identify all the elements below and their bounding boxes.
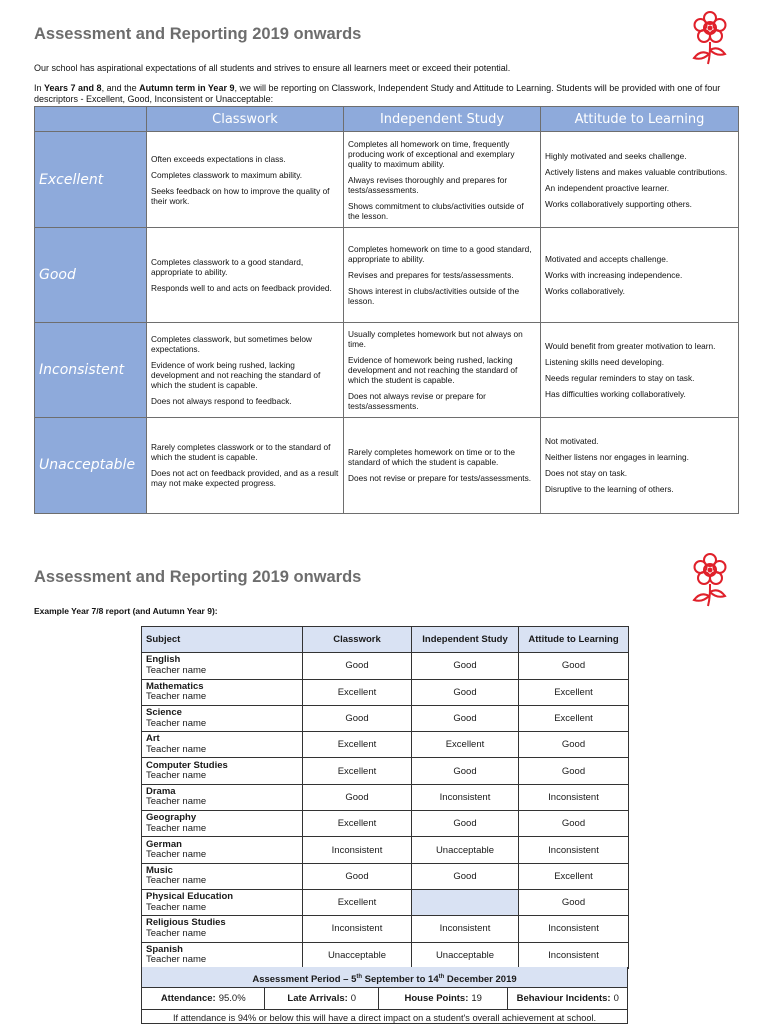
table-row	[142, 679, 629, 705]
descriptor-text: Works collaboratively.	[545, 285, 625, 296]
grade-cell-classwork: Unacceptable	[303, 942, 412, 968]
descriptor-text: Works collaboratively supporting others.	[545, 198, 692, 209]
descriptor-text: Shows interest in clubs/activities outside of the lesson.	[348, 285, 520, 306]
stat-late-arrivals: Late Arrivals: 0	[265, 988, 379, 1009]
header-attitude: Attitude to Learning	[519, 627, 629, 653]
inconsistent-classwork-cell	[147, 322, 344, 417]
table-row	[142, 732, 629, 758]
tudor-rose-logo	[690, 10, 730, 70]
row-label-unacceptable: Unacceptable	[35, 417, 147, 513]
descriptor-text: Often exceeds expectations in class.	[151, 153, 286, 164]
descriptor-text: Works with increasing independence.	[545, 269, 683, 280]
subject-name: Mathematics	[146, 680, 204, 692]
teacher-name: Teacher name	[146, 954, 207, 966]
column-header-classwork: Classwork	[147, 107, 344, 132]
subject-cell	[142, 732, 303, 758]
descriptor-text: Seeks feedback on how to improve the quality of their work.	[151, 185, 330, 206]
teacher-name: Teacher name	[146, 743, 207, 755]
grade-cell-independent: Good	[412, 811, 519, 837]
grade-cell-classwork: Excellent	[303, 758, 412, 784]
subject-name: Drama	[146, 785, 176, 797]
intro-paragraph: Our school has aspirational expectations of all students and strives to ensure all learners meet or exceed their potential.	[34, 63, 511, 73]
page-title-2: Assessment and Reporting 2019 onwards	[34, 568, 362, 586]
grade-cell-independent: Good	[412, 758, 519, 784]
subject-name: Art	[146, 733, 160, 745]
grade-cell-classwork: Good	[303, 863, 412, 889]
subject-cell	[142, 837, 303, 863]
descriptor-text: Rarely completes homework on time or to the standard of which the student is capable.	[348, 447, 515, 468]
good-independent-cell	[344, 228, 541, 322]
grade-cell-attitude: Good	[519, 811, 629, 837]
descriptor-row-excellent	[35, 132, 739, 228]
teacher-name: Teacher name	[146, 691, 207, 703]
report-subtitle: Example Year 7/8 report (and Autumn Year 9):	[34, 606, 218, 616]
descriptor-text: Completes all homework on time, frequently producing work of exceptional and exemplary quality to maximum ability.	[348, 138, 515, 169]
grade-cell-independent: Good	[412, 705, 519, 731]
teacher-name: Teacher name	[146, 770, 207, 782]
descriptor-row-unacceptable	[35, 417, 739, 513]
table-row	[142, 863, 629, 889]
teacher-name: Teacher name	[146, 927, 207, 939]
descriptor-text: Needs regular reminders to stay on task.	[545, 372, 695, 383]
stats-row	[141, 988, 628, 1010]
descriptor-text: Evidence of homework being rushed, lacking development and not reaching the standard of which the student is capable.	[348, 354, 518, 385]
descriptor-text: Does not act on feedback provided, and as a result may not make expected progress.	[151, 468, 339, 489]
grade-cell-independent: Unacceptable	[412, 837, 519, 863]
teacher-name: Teacher name	[146, 875, 207, 887]
subject-cell	[142, 653, 303, 679]
descriptor-text: Completes classwork to maximum ability.	[151, 169, 303, 180]
subject-name: English	[146, 654, 181, 666]
subject-name: Spanish	[146, 943, 183, 955]
report-body	[142, 653, 629, 969]
descriptor-text: An independent proactive learner.	[545, 182, 670, 193]
grade-cell-classwork: Excellent	[303, 811, 412, 837]
descriptor-text: Has difficulties working collaboratively.	[545, 388, 686, 399]
descriptor-text: Usually completes homework but not always on time.	[348, 328, 523, 349]
descriptor-text: Completes classwork to a good standard, appropriate to ability.	[151, 256, 304, 277]
table-row	[142, 837, 629, 863]
excellent-independent-cell	[344, 132, 541, 228]
tudor-rose-logo	[690, 552, 730, 612]
descriptor-text: Neither listens nor engages in learning.	[545, 452, 689, 463]
teacher-name: Teacher name	[146, 901, 207, 913]
descriptor-text: Would benefit from greater motivation to learn.	[545, 340, 716, 351]
table-row	[142, 916, 629, 942]
descriptor-text: Evidence of work being rushed, lacking development and not reaching the standard of which the student is capable.	[151, 359, 321, 390]
descriptor-text: Listening skills need developing.	[545, 356, 665, 367]
table-row	[142, 811, 629, 837]
descriptor-text: Responds well to and acts on feedback provided.	[151, 282, 332, 293]
subject-name: Music	[146, 864, 173, 876]
descriptor-text: Motivated and accepts challenge.	[545, 253, 669, 264]
grade-cell-classwork: Inconsistent	[303, 916, 412, 942]
descriptor-text: Does not always respond to feedback.	[151, 395, 292, 406]
grade-cell-attitude: Inconsistent	[519, 784, 629, 810]
row-label-inconsistent: Inconsistent	[35, 322, 147, 417]
subject-name: German	[146, 838, 182, 850]
subject-cell	[142, 679, 303, 705]
subject-cell	[142, 811, 303, 837]
grade-cell-attitude: Inconsistent	[519, 942, 629, 968]
teacher-name: Teacher name	[146, 796, 207, 808]
descriptor-text: Highly motivated and seeks challenge.	[545, 150, 687, 161]
subject-cell	[142, 758, 303, 784]
grade-cell-classwork: Good	[303, 653, 412, 679]
column-header-independent-study: Independent Study	[344, 107, 541, 132]
table-row	[142, 758, 629, 784]
subject-name: Religious Studies	[146, 917, 226, 929]
descriptor-text: Revises and prepares for tests/assessments.	[348, 269, 514, 280]
grade-cell-attitude: Good	[519, 653, 629, 679]
subject-cell	[142, 863, 303, 889]
unacceptable-independent-cell	[344, 417, 541, 513]
grade-cell-attitude: Inconsistent	[519, 837, 629, 863]
table-row	[142, 705, 629, 731]
header-corner	[35, 107, 147, 132]
descriptor-text: Actively listens and makes valuable contributions.	[545, 166, 728, 177]
grade-cell-classwork: Excellent	[303, 889, 412, 915]
grade-cell-independent: Good	[412, 679, 519, 705]
grade-cell-classwork: Good	[303, 784, 412, 810]
header-independent-study: Independent Study	[412, 627, 519, 653]
descriptor-text: Does not always revise or prepare for tests/assessments.	[348, 390, 486, 411]
subject-cell	[142, 784, 303, 810]
grade-cell-attitude: Good	[519, 732, 629, 758]
descriptor-header-row	[35, 107, 739, 132]
subject-cell	[142, 889, 303, 915]
report-table	[141, 626, 629, 969]
subject-cell	[142, 916, 303, 942]
grade-cell-independent: Excellent	[412, 732, 519, 758]
unacceptable-attitude-cell	[541, 417, 739, 513]
descriptor-row-inconsistent	[35, 322, 739, 417]
grade-cell-attitude: Inconsistent	[519, 916, 629, 942]
excellent-classwork-cell	[147, 132, 344, 228]
grade-cell-independent: Good	[412, 863, 519, 889]
column-header-attitude: Attitude to Learning	[541, 107, 739, 132]
teacher-name: Teacher name	[146, 664, 207, 676]
intro-descriptor-paragraph: In Years 7 and 8, and the Autumn term in Year 9, we will be reporting on Classwork, Independent Study and Attitude to Learning. Students will be provided with one of four descriptors - Excellent, Good, Inconsistent or Unacceptable:	[34, 83, 721, 104]
table-row	[142, 784, 629, 810]
attendance-note: If attendance is 94% or below this will have a direct impact on a student's overall achievement at school.	[141, 1010, 628, 1024]
good-attitude-cell	[541, 228, 739, 322]
grade-cell-independent: Inconsistent	[412, 784, 519, 810]
page-title: Assessment and Reporting 2019 onwards	[34, 25, 362, 43]
grade-cell-attitude: Good	[519, 889, 629, 915]
stat-attendance: Attendance: 95.0%	[142, 988, 265, 1009]
grade-cell-attitude: Excellent	[519, 863, 629, 889]
grade-cell-attitude: Excellent	[519, 679, 629, 705]
grade-cell-independent: Unacceptable	[412, 942, 519, 968]
table-row	[142, 889, 629, 915]
subject-cell	[142, 942, 303, 968]
descriptor-text: Disruptive to the learning of others.	[545, 484, 674, 495]
report-header-row	[142, 627, 629, 653]
unacceptable-classwork-cell	[147, 417, 344, 513]
inconsistent-independent-cell	[344, 322, 541, 417]
grade-cell-attitude: Excellent	[519, 705, 629, 731]
header-subject: Subject	[142, 627, 303, 653]
descriptor-text: Does not revise or prepare for tests/assessments.	[348, 473, 532, 484]
grade-cell-classwork: Good	[303, 705, 412, 731]
stat-behaviour-incidents: Behaviour Incidents: 0	[516, 993, 619, 1004]
subject-name: Computer Studies	[146, 759, 228, 771]
header-classwork: Classwork	[303, 627, 412, 653]
descriptor-text: Completes homework on time to a good standard, appropriate to ability.	[348, 243, 532, 264]
subject-cell	[142, 705, 303, 731]
teacher-name: Teacher name	[146, 717, 207, 729]
grade-cell-independent	[412, 889, 519, 915]
subject-name: Geography	[146, 812, 197, 824]
grade-cell-independent: Inconsistent	[412, 916, 519, 942]
row-label-excellent: Excellent	[35, 132, 147, 228]
teacher-name: Teacher name	[146, 822, 207, 834]
assessment-period: Assessment Period – 5th September to 14th December 2019	[141, 967, 628, 988]
subject-name: Science	[146, 707, 182, 719]
table-row	[142, 942, 629, 968]
row-label-good: Good	[35, 228, 147, 322]
descriptor-text: Rarely completes classwork or to the standard of which the student is capable.	[151, 442, 331, 463]
descriptor-table	[34, 106, 739, 514]
grade-cell-classwork: Inconsistent	[303, 837, 412, 863]
descriptor-text: Does not stay on task.	[545, 468, 628, 479]
grade-cell-classwork: Excellent	[303, 732, 412, 758]
descriptor-row-good	[35, 228, 739, 322]
subject-name: Physical Education	[146, 891, 234, 903]
grade-cell-independent: Good	[412, 653, 519, 679]
stat-house-points: House Points: 19	[379, 988, 508, 1009]
teacher-name: Teacher name	[146, 849, 207, 861]
descriptor-text: Always revises thoroughly and prepares for tests/assessments.	[348, 174, 508, 195]
excellent-attitude-cell	[541, 132, 739, 228]
good-classwork-cell	[147, 228, 344, 322]
descriptor-text: Completes classwork, but sometimes below expectations.	[151, 333, 312, 354]
grade-cell-classwork: Excellent	[303, 679, 412, 705]
table-row	[142, 653, 629, 679]
descriptor-text: Not motivated.	[545, 436, 599, 447]
grade-cell-attitude: Good	[519, 758, 629, 784]
inconsistent-attitude-cell	[541, 322, 739, 417]
descriptor-text: Shows commitment to clubs/activities outside of the lesson.	[348, 200, 524, 221]
